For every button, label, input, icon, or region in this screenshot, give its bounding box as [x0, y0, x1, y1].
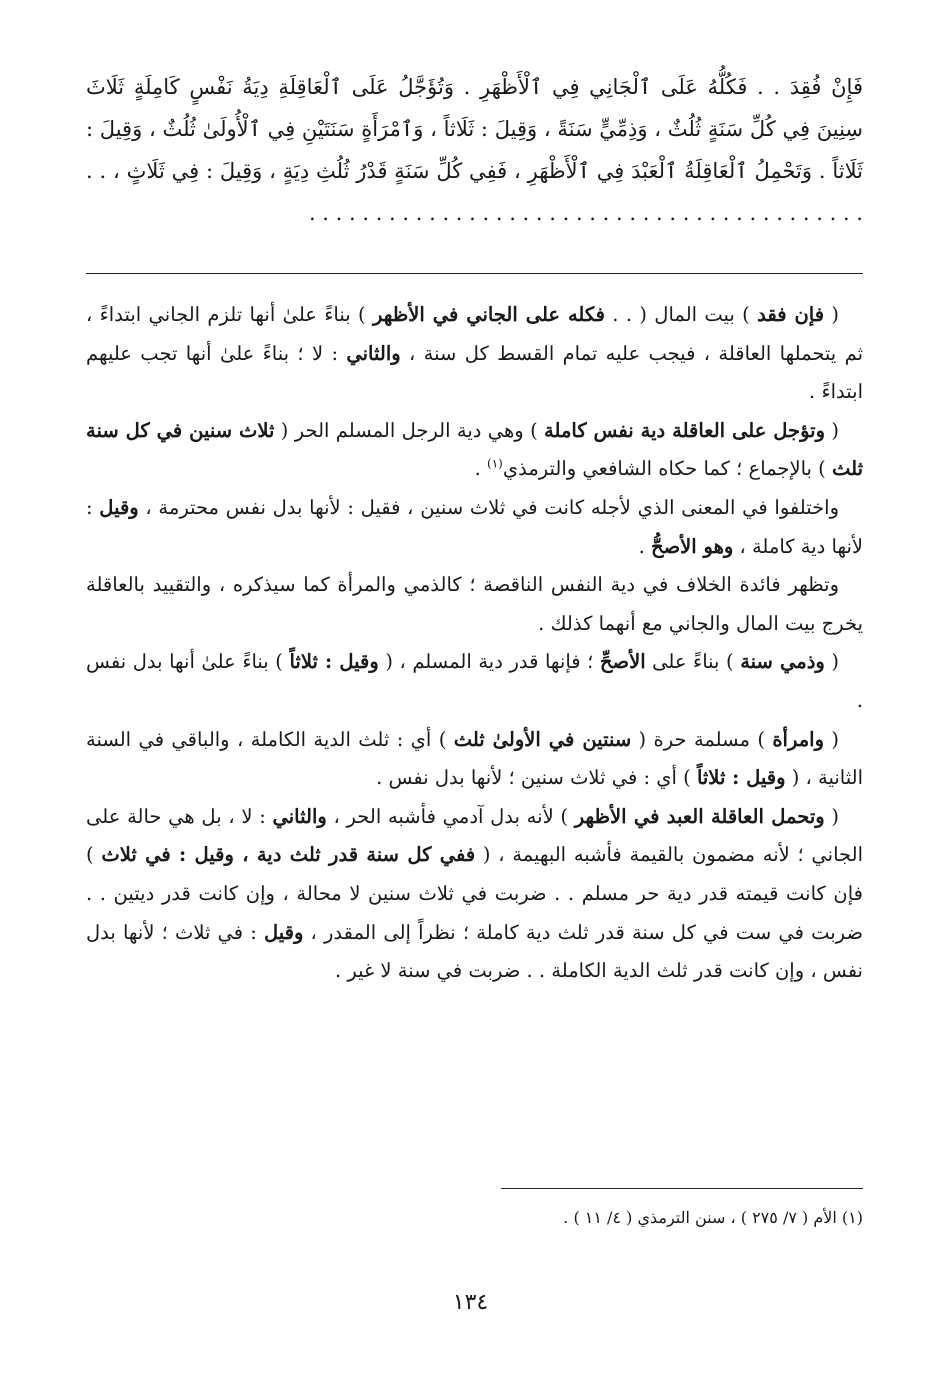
- text-run: ) لأنه بدل آدمي فأشبه الحر ،: [326, 804, 575, 828]
- main-text-body: فَإِنْ فُقِدَ . . فَكُلُّهُ عَلَى ٱلْجَانِي فِي ٱلْأَظْهَرِ . وَتُؤَجَّلُ عَلَى ٱلْعَاقِلَةِ دِيَةُ نَفْسٍ كَامِلَةٍ ثَلَاثَ سِنِينَ فِي كُلِّ سَنَةٍ ثُلُثٌ ، وَذِمِّيٍّ سَنَةً ، وَقِيلَ : ثَلَاثاً ، وَٱمْرَأَةٍ سَنَتَيْنِ فِي ٱلْأُولَىٰ ثُلُثٌ ، وَقِيلَ : ثَلَاثاً . وَتَحْمِلُ ٱلْعَاقِلَةُ ٱلْعَبْدَ فِي ٱلْأَظْهَرِ ، فَفِي كُلِّ سَنَةٍ قَدْرُ ثُلُثِ دِيَةٍ ، وَقِيلَ : فِي ثَلَاثٍ ،: [86, 75, 863, 183]
- text-run: وتظهر فائدة الخلاف في دية النفس الناقصة ؛ كالذمي والمرأة كما سيذكره ، والتقييد بالعاقلة يخرج بيت المال والجاني مع أنهما كذلك .: [86, 573, 863, 635]
- text-run: (: [824, 303, 840, 326]
- quoted-text: وذمي سنة: [740, 650, 825, 674]
- text-run: ) أي : في ثلاث سنين ؛ لأنها بدل نفس .: [376, 766, 697, 790]
- text-divider: [86, 273, 863, 274]
- commentary-paragraph: [86, 412, 863, 489]
- text-run: ) بناءً على: [645, 650, 741, 674]
- footnote-divider: [501, 1188, 863, 1189]
- main-text: [86, 66, 863, 234]
- commentary-paragraph: [86, 296, 863, 412]
- quoted-text: وامرأة: [772, 727, 825, 751]
- quoted-text: ثلاث سنين في كل سنة ثلث: [86, 418, 863, 481]
- text-run: : لأنها دية كاملة ،: [86, 495, 863, 558]
- quoted-text: والثاني: [272, 804, 327, 828]
- text-run: ؛ فإنها قدر دية المسلم ، (: [378, 650, 600, 674]
- commentary-paragraph: [86, 643, 863, 720]
- text-run: : لا ، بل هي حالة على الجاني ؛ لأنه مضمون بالقيمة فأشبه البهيمة ، (: [86, 804, 863, 867]
- quoted-text: سنتين في الأولىٰ ثلث: [453, 727, 632, 751]
- text-run: (: [825, 418, 839, 442]
- main-text-dots: . . . . . . . . . . . . . . . . . . . . . . . . . . . . . . . . . . . . . . . . . . . .: [86, 159, 863, 225]
- text-run: ) بالإجماع ؛ كما حكاه الشافعي والترمذي: [502, 457, 832, 481]
- page-number: ١٣٤: [452, 1290, 489, 1315]
- quoted-text: وقيل : ثلاثاً: [696, 766, 786, 790]
- commentary-paragraph: [86, 798, 863, 991]
- commentary-paragraph: [86, 489, 863, 566]
- text-run: واختلفوا في المعنى الذي لأجله كانت في ثلاث سنين ، فقيل : لأنها بدل نفس محترمة ،: [138, 495, 839, 519]
- quoted-text: فإن فقد: [757, 303, 825, 326]
- text-run: ) أي : ثلث الدية الكاملة ، والباقي في السنة الثانية ، (: [86, 727, 863, 790]
- quoted-text: وهو الأصحُّ: [651, 534, 734, 558]
- commentary-paragraph: [86, 721, 863, 798]
- text-run: ) مسلمة حرة (: [631, 727, 773, 751]
- text-run: ) بناءً علىٰ أنها تلزم الجاني ابتداءً ، ثم يتحملها العاقلة ، فيجب عليه تمام القسط كل سنة ،: [86, 303, 863, 365]
- quoted-text: وتحمل العاقلة العبد في الأظهر: [574, 804, 825, 828]
- quoted-text: وقيل: [99, 495, 139, 519]
- text-run: : لا ؛ بناءً علىٰ أنها تجب عليهم ابتداءً .: [86, 341, 863, 404]
- quoted-text: وقيل : ثلاثاً: [289, 650, 379, 674]
- quoted-text: وتؤجل على العاقلة دية نفس كاملة: [544, 418, 826, 442]
- text-run: : في ثلاث ؛ لأنها بدل نفس ، وإن كانت قدر ثلث الدية الكاملة . . ضربت في سنة لا غير .: [86, 920, 863, 983]
- quoted-text: فكله على الجاني في الأظهر: [372, 303, 605, 326]
- text-run: ) بيت المال ( . .: [604, 303, 758, 326]
- text-run: ) وهي دية الرجل المسلم الحر (: [274, 418, 545, 442]
- text-run: (: [824, 727, 840, 751]
- footnote-marker: (١): [487, 456, 503, 471]
- quoted-text: الأصحِّ: [599, 650, 646, 674]
- quoted-text: ففي كل سنة قدر ثلث دية ، وقيل : في ثلاث: [101, 843, 476, 867]
- quoted-text: وقيل: [264, 920, 304, 944]
- text-run: .: [474, 457, 488, 481]
- text-run: ) بناءً علىٰ أنها بدل نفس .: [86, 650, 863, 712]
- commentary-paragraph: [86, 566, 863, 643]
- quoted-text: والثاني: [346, 341, 401, 365]
- text-run: ) فإن كانت قيمته قدر دية حر مسلم . . ضربت في ثلاث سنين لا محالة ، وإن كانت قدر ديتين . . ضربت في ست في كل سنة قدر ثلث دية كاملة ؛ نظراً إلى المقدر ،: [86, 843, 863, 944]
- text-run: (: [824, 804, 839, 828]
- footnote: (١) الأم ( ٧/ ٢٧٥ ) ، سنن الترمذي ( ٤/ ١١ ) .: [563, 1208, 863, 1227]
- text-run: .: [638, 534, 652, 558]
- commentary: [86, 296, 863, 991]
- text-run: (: [824, 650, 839, 674]
